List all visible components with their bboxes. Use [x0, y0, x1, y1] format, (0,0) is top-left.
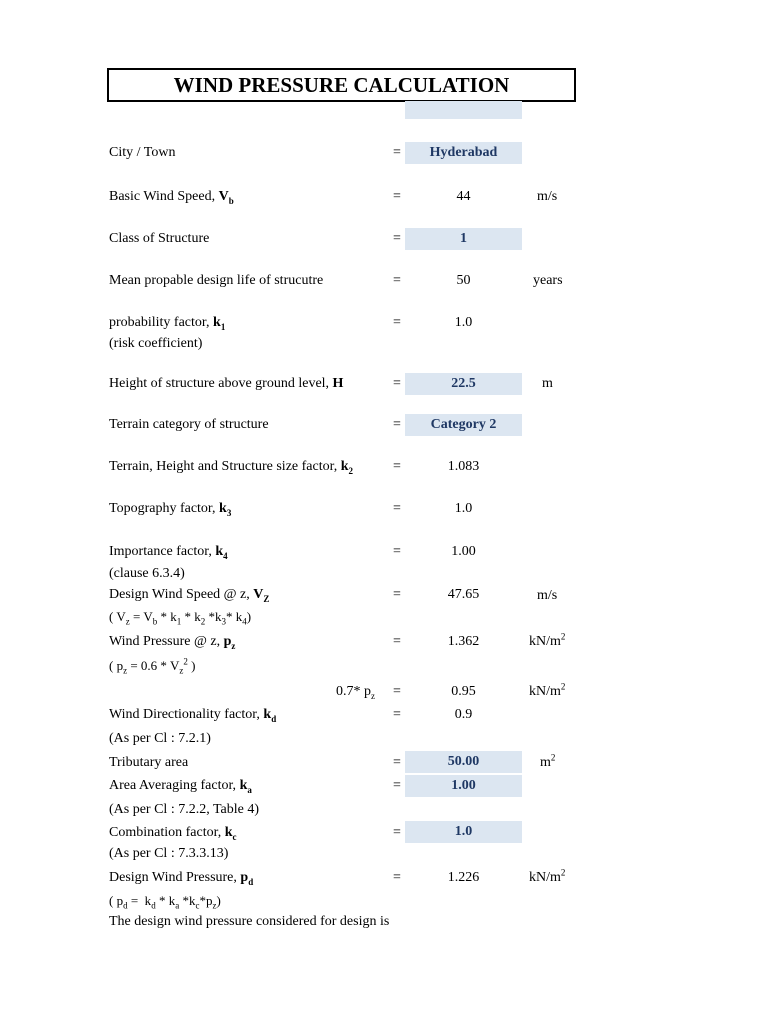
- pz-formula: ( $p_z = 0.6 * V_z^2$ ): [109, 656, 196, 676]
- header-input-cell[interactable]: [405, 101, 522, 119]
- wind-speed-label: Basic Wind Speed, $V_b$: [109, 189, 234, 206]
- terrain-input[interactable]: Category 2: [405, 414, 522, 436]
- equals-sign: =: [393, 376, 401, 391]
- equals-sign: =: [393, 544, 401, 559]
- ka-label: Area Averaging factor, $k_a$: [109, 778, 252, 795]
- k3-value: 1.0: [454, 501, 473, 516]
- k2-value: 1.083: [447, 459, 480, 474]
- equals-sign: =: [393, 684, 401, 699]
- trib-unit: $m^2$: [540, 752, 556, 770]
- kc-label: Combination factor, $k_c$: [109, 825, 237, 842]
- kc-input[interactable]: 1.0: [405, 821, 522, 843]
- class-input[interactable]: 1: [405, 228, 522, 250]
- equals-sign: =: [393, 231, 401, 246]
- city-input[interactable]: Hyderabad: [405, 142, 522, 164]
- k4-value: 1.00: [451, 544, 476, 559]
- equals-sign: =: [393, 501, 401, 516]
- equals-sign: =: [393, 707, 401, 722]
- design-life-value: 50: [456, 273, 471, 288]
- equals-sign: =: [393, 634, 401, 649]
- pz-unit: $kN/m^2$: [529, 631, 566, 649]
- pz-07-unit: $kN/m^2$: [529, 681, 566, 699]
- kd-label: Wind Directionality factor, $k_d$: [109, 707, 277, 724]
- k1-note: (risk coefficient): [109, 336, 203, 351]
- class-label: Class of Structure: [109, 231, 210, 246]
- pz-07-label: 0.7* $p_z$: [336, 684, 375, 701]
- pz-label: Wind Pressure @ z, $p_z$: [109, 634, 236, 651]
- vz-unit: m/s: [537, 588, 558, 603]
- ka-note: (As per Cl : 7.2.2, Table 4): [109, 802, 260, 817]
- k4-label: Importance factor, $k_4$: [109, 544, 228, 561]
- equals-sign: =: [393, 273, 401, 288]
- kc-note: (As per Cl : 7.3.3.13): [109, 846, 229, 861]
- height-input[interactable]: 22.5: [405, 373, 522, 395]
- height-label: Height of structure above ground level, H: [109, 376, 344, 391]
- wind-speed-value: 44: [456, 189, 471, 204]
- pd-value: 1.226: [447, 870, 480, 885]
- pz-value: 1.362: [447, 634, 480, 649]
- page-title: WIND PRESSURE CALCULATION: [107, 68, 576, 102]
- k2-label: Terrain, Height and Structure size factor, $k_2$: [109, 459, 353, 476]
- k4-note: (clause 6.3.4): [109, 566, 185, 581]
- design-life-unit: years: [533, 273, 563, 288]
- equals-sign: =: [393, 587, 401, 602]
- trib-label: Tributary area: [109, 755, 189, 770]
- k1-label: probability factor, $k_1$: [109, 315, 226, 332]
- equals-sign: =: [393, 417, 401, 432]
- equals-sign: =: [393, 145, 401, 160]
- design-life-label: Mean propable design life of strucutre: [109, 273, 324, 288]
- kd-note: (As per Cl : 7.2.1): [109, 731, 211, 746]
- pz-07-value: 0.95: [451, 684, 476, 699]
- wind-speed-unit: m/s: [537, 189, 558, 204]
- equals-sign: =: [393, 755, 401, 770]
- pd-formula: ( $p_d = k_d * k_a$ $*k_c*p_z$): [109, 893, 221, 911]
- footer-text: The design wind pressure considered for design is: [109, 914, 390, 929]
- pd-unit: $kN/m^2$: [529, 867, 566, 885]
- equals-sign: =: [393, 825, 401, 840]
- vz-label: Design Wind Speed @ z, $V_Z$: [109, 587, 270, 604]
- equals-sign: =: [393, 315, 401, 330]
- k3-label: Topography factor, $k_3$: [109, 501, 232, 518]
- equals-sign: =: [393, 459, 401, 474]
- trib-input[interactable]: 50.00: [405, 751, 522, 773]
- equals-sign: =: [393, 778, 401, 793]
- terrain-label: Terrain category of structure: [109, 417, 269, 432]
- k1-value: 1.0: [454, 315, 473, 330]
- vz-value: 47.65: [447, 587, 480, 602]
- vz-formula: ( $V_z = V_b * k_1 * k_2$ $*k_3*$ $k_4$): [109, 609, 252, 627]
- equals-sign: =: [393, 870, 401, 885]
- pd-label: Design Wind Pressure, $p_d$: [109, 870, 254, 887]
- kd-value: 0.9: [454, 707, 473, 722]
- city-label: City / Town: [109, 145, 176, 160]
- equals-sign: =: [393, 189, 401, 204]
- ka-input[interactable]: 1.00: [405, 775, 522, 797]
- height-unit: m: [542, 376, 553, 391]
